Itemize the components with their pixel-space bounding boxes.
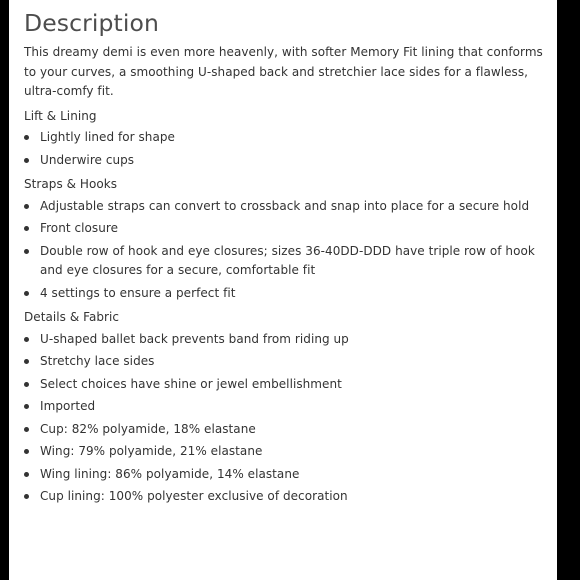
bullet-icon	[24, 337, 29, 342]
list-item-text: Stretchy lace sides	[40, 354, 155, 368]
list-item	[24, 151, 549, 171]
list-item	[24, 442, 549, 462]
list-item	[24, 487, 549, 507]
list-item-text: Cup lining: 100% polyester exclusive of decoration	[40, 489, 348, 503]
list-item-text: Select choices have shine or jewel embellishment	[40, 376, 342, 391]
bullet-icon	[24, 135, 29, 140]
list-item	[24, 375, 549, 395]
bullet-icon	[24, 427, 29, 432]
bullet-icon	[24, 204, 29, 209]
section-heading: Details & Fabric	[24, 310, 120, 324]
list-item-text: Adjustable straps can convert to crossback and snap into place for a secure hold	[40, 198, 530, 213]
bullet-icon	[24, 249, 29, 254]
list-item	[24, 128, 549, 148]
bullet-icon	[24, 359, 29, 364]
list-item-text: Underwire cups	[40, 152, 135, 167]
bullet-list	[24, 197, 549, 304]
list-item-text: U-shaped ballet back prevents band from riding up	[40, 331, 349, 346]
list-item-text: 4 settings to ensure a perfect fit	[40, 285, 236, 300]
section-details-fabric	[24, 308, 557, 507]
bullet-list	[24, 330, 549, 507]
bullet-icon	[24, 404, 29, 409]
list-item-text: Double row of hook and eye closures; sizes 36-40DD-DDD have triple row of hook and eye closures for a secure, comfortable fit	[40, 243, 535, 277]
list-item	[24, 397, 549, 417]
bullet-icon	[24, 158, 29, 163]
list-item-text: Wing lining: 86% polyamide, 14% elastane	[40, 466, 300, 481]
section-heading: Lift & Lining	[24, 108, 97, 123]
list-item	[24, 219, 549, 239]
list-item	[24, 465, 549, 485]
list-item	[24, 330, 549, 350]
section-straps-hooks	[24, 175, 557, 303]
bullet-icon	[24, 382, 29, 387]
bullet-list	[24, 128, 549, 170]
description-title: Description	[24, 9, 159, 37]
list-item	[24, 197, 549, 217]
list-item	[24, 420, 549, 440]
list-item-text: Front closure	[40, 221, 118, 235]
bullet-icon	[24, 291, 29, 296]
bullet-icon	[24, 494, 29, 499]
section-heading: Straps & Hooks	[24, 177, 118, 191]
list-item-text: Imported	[40, 399, 96, 413]
list-item-text: Wing: 79% polyamide, 21% elastane	[40, 444, 263, 458]
list-item	[24, 284, 549, 304]
bullet-icon	[24, 226, 29, 231]
list-item	[24, 352, 549, 372]
list-item-text: Lightly lined for shape	[40, 130, 175, 144]
description-intro: This dreamy demi is even more heavenly, with softer Memory Fit lining that conforms to your curves, a smoothing U-shaped back and stretchier lace sides for a flawless, ultra-comfy fit.	[24, 45, 543, 98]
list-item	[24, 242, 549, 281]
description-panel	[9, 0, 557, 580]
bullet-icon	[24, 472, 29, 477]
list-item-text: Cup: 82% polyamide, 18% elastane	[40, 421, 256, 436]
bullet-icon	[24, 449, 29, 454]
section-lift-lining	[24, 107, 557, 171]
